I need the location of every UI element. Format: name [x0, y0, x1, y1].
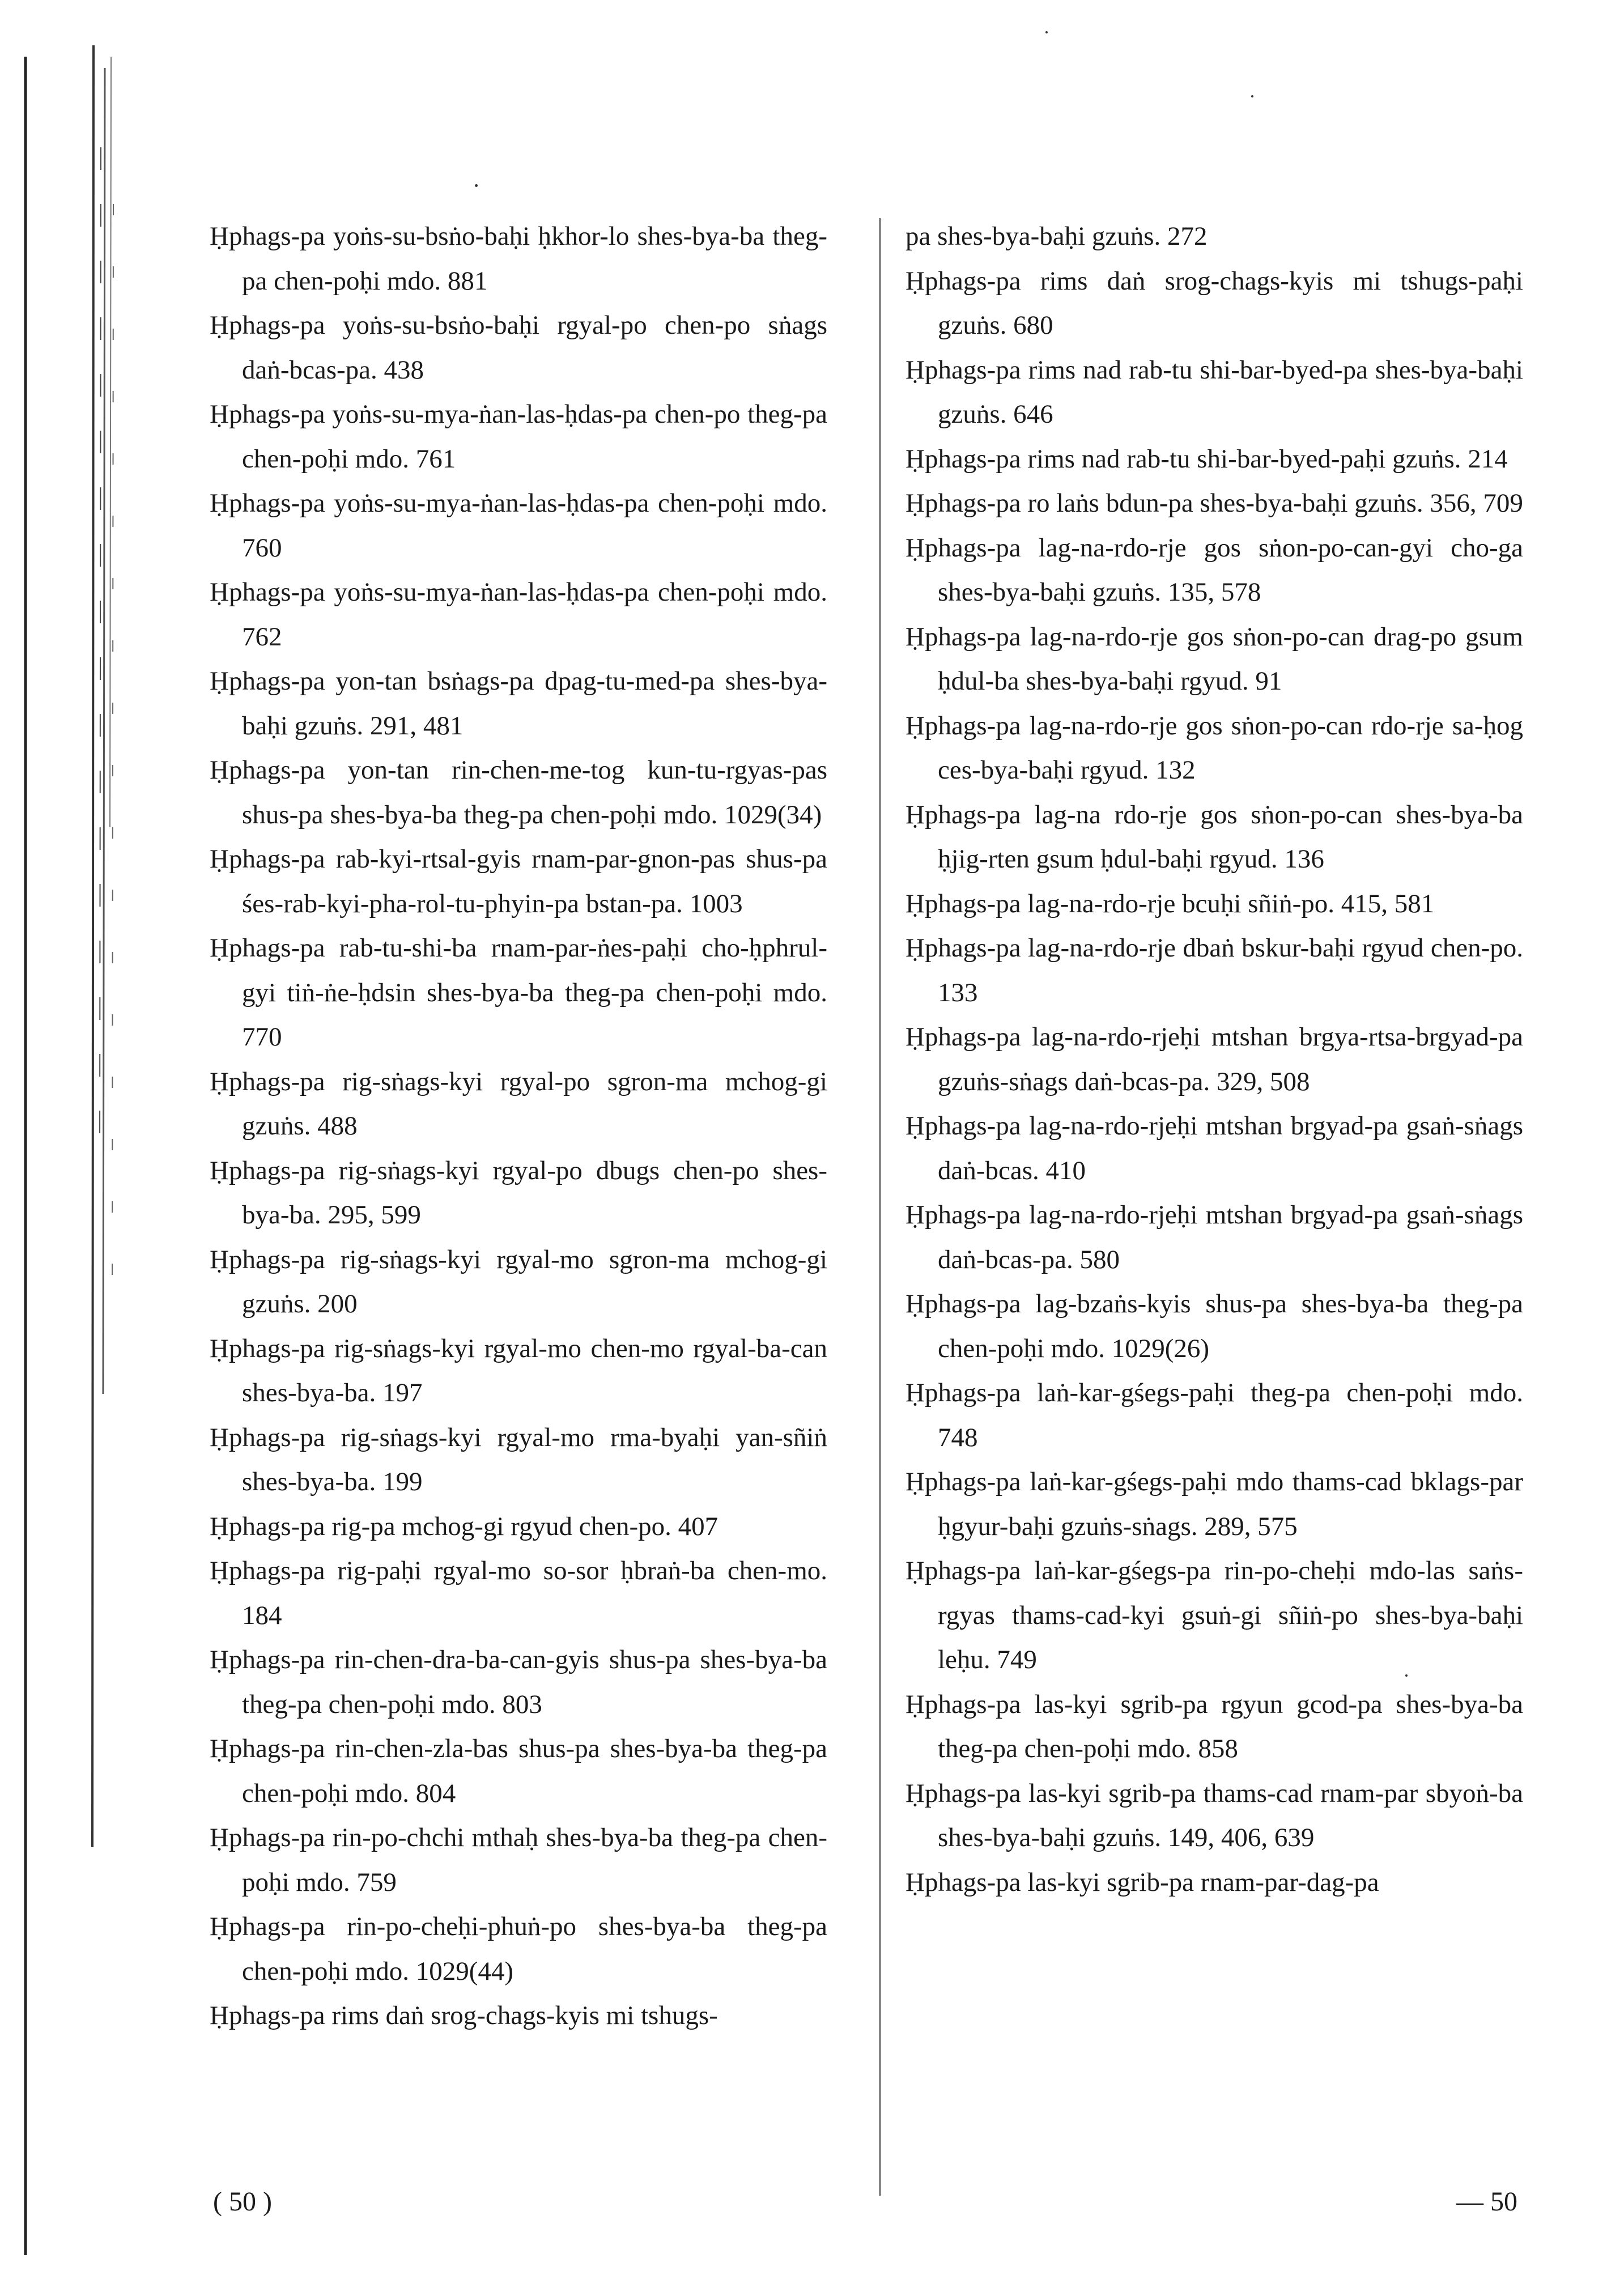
index-entry: Ḥphags-pa yoṅs-su-mya-ṅan-las-ḥdas-pa chen-poḥi mdo. 760	[210, 488, 827, 563]
index-entry: Ḥphags-pa rab-tu-shi-ba rnam-par-ṅes-paḥi cho-ḥphrul-gyi tiṅ-ṅe-ḥdsin shes-bya-ba theg-pa chen-poḥi mdo. 770	[210, 933, 827, 1052]
index-entry: Ḥphags-pa rims nad rab-tu shi-bar-byed-pa shes-bya-baḥi gzuṅs. 646	[905, 355, 1523, 429]
index-entry: Ḥphags-pa rims daṅ srog-chags-kyis mi tshugs-	[210, 2001, 718, 2030]
binding-edge	[0, 34, 130, 2267]
paper-speck	[1045, 31, 1048, 33]
index-entry: pa shes-bya-baḥi gzuṅs. 272	[905, 222, 1208, 251]
index-entry: Ḥphags-pa rims nad rab-tu shi-bar-byed-paḥi gzuṅs. 214	[905, 444, 1508, 474]
index-entry: Ḥphags-pa rig-sṅags-kyi rgyal-mo rma-byaḥi yan-sñiṅ shes-bya-ba. 199	[210, 1422, 827, 1496]
column-divider	[879, 218, 881, 2196]
index-entry: Ḥphags-pa las-kyi sgrib-pa thams-cad rnam-par sbyoṅ-ba shes-bya-baḥi gzuṅs. 149, 406, 639	[905, 1778, 1523, 1852]
index-entry: Ḥphags-pa laṅ-kar-gśegs-pa rin-po-cheḥi mdo-las saṅs-rgyas thams-cad-kyi gsuṅ-gi sñiṅ-po shes-bya-baḥi leḥu. 749	[905, 1556, 1523, 1674]
index-entry: Ḥphags-pa yoṅs-su-mya-ṅan-las-ḥdas-pa chen-po theg-pa chen-poḥi mdo. 761	[210, 399, 827, 474]
index-entry: Ḥphags-pa rig-sṅags-kyi rgyal-mo sgron-ma mchog-gi gzuṅs. 200	[210, 1244, 827, 1319]
index-entry: Ḥphags-pa lag-na-rdo-rje gos sṅon-po-can drag-po gsum ḥdul-ba shes-bya-baḥi rgyud. 91	[905, 622, 1523, 696]
index-column-left	[210, 214, 827, 2038]
index-entry: Ḥphags-pa yoṅs-su-bsṅo-baḥi ḥkhor-lo shes-bya-ba theg-pa chen-poḥi mdo. 881	[210, 222, 827, 296]
index-entry: Ḥphags-pa yon-tan rin-chen-me-tog kun-tu-rgyas-pas shus-pa shes-bya-ba theg-pa chen-poḥi mdo. 1029(34)	[210, 755, 827, 830]
index-entry: Ḥphags-pa lag-na rdo-rje gos sṅon-po-can shes-bya-ba ḥjig-rten gsum ḥdul-baḥi rgyud. 136	[905, 800, 1523, 874]
index-entry: Ḥphags-pa lag-na-rdo-rje gos sṅon-po-can rdo-rje sa-ḥog ces-bya-baḥi rgyud. 132	[905, 711, 1523, 785]
index-entry: Ḥphags-pa lag-na-rdo-rjeḥi mtshan brgyad-pa gsaṅ-sṅags daṅ-bcas. 410	[905, 1111, 1523, 1185]
index-entry: Ḥphags-pa ro laṅs bdun-pa shes-bya-baḥi gzuṅs. 356, 709	[905, 488, 1523, 518]
index-entry: Ḥphags-pa lag-na-rdo-rje bcuḥi sñiṅ-po. 415, 581	[905, 888, 1435, 919]
index-entry: Ḥphags-pa rin-po-cheḥi-phuṅ-po shes-bya-ba theg-pa chen-poḥi mdo. 1029(44)	[210, 1912, 827, 1986]
index-entry: Ḥphags-pa laṅ-kar-gśegs-paḥi mdo thams-cad bklags-par ḥgyur-baḥi gzuṅs-sṅags. 289, 575	[905, 1467, 1523, 1541]
index-entry: Ḥphags-pa rig-pa mchog-gi rgyud chen-po. 407	[210, 1511, 719, 1541]
index-entry: Ḥphags-pa lag-na-rdo-rje gos sṅon-po-can-gyi cho-ga shes-bya-baḥi gzuṅs. 135, 578	[905, 533, 1523, 607]
index-entry: Ḥphags-pa rin-chen-dra-ba-can-gyis shus-pa shes-bya-ba theg-pa chen-poḥi mdo. 803	[210, 1645, 827, 1719]
page-number-left: ( 50 )	[213, 2187, 272, 2217]
index-entry: Ḥphags-pa las-kyi sgrib-pa rnam-par-dag-pa	[905, 1867, 1379, 1897]
index-entry: Ḥphags-pa rin-po-chchi mthaḥ shes-bya-ba theg-pa chen-poḥi mdo. 759	[210, 1823, 827, 1897]
index-entry: Ḥphags-pa lag-na-rdo-rje dbaṅ bskur-baḥi rgyud chen-po. 133	[905, 933, 1523, 1007]
index-entry: Ḥphags-pa lag-bzaṅs-kyis shus-pa shes-bya-ba theg-pa chen-poḥi mdo. 1029(26)	[905, 1289, 1523, 1363]
paper-speck	[475, 184, 478, 187]
index-entry: Ḥphags-pa rin-chen-zla-bas shus-pa shes-bya-ba theg-pa chen-poḥi mdo. 804	[210, 1734, 827, 1808]
index-entry: Ḥphags-pa lag-na-rdo-rjeḥi mtshan brgyad-pa gsaṅ-sṅags daṅ-bcas-pa. 580	[905, 1200, 1523, 1274]
page-number-right: — 50	[1456, 2187, 1517, 2217]
index-entry: Ḥphags-pa rims daṅ srog-chags-kyis mi tshugs-paḥi gzuṅs. 680	[905, 266, 1523, 340]
index-entry: Ḥphags-pa yon-tan bsṅags-pa dpag-tu-med-pa shes-bya-baḥi gzuṅs. 291, 481	[210, 666, 827, 741]
index-entry: Ḥphags-pa laṅ-kar-gśegs-paḥi theg-pa chen-poḥi mdo. 748	[905, 1378, 1523, 1452]
index-entry: Ḥphags-pa lag-na-rdo-rjeḥi mtshan brgya-rtsa-brgyad-pa gzuṅs-sṅags daṅ-bcas-pa. 329, 508	[905, 1022, 1523, 1096]
index-entry: Ḥphags-pa yoṅs-su-mya-ṅan-las-ḥdas-pa chen-poḥi mdo. 762	[210, 577, 827, 652]
paper-speck	[1251, 95, 1253, 97]
index-entry: Ḥphags-pa rig-paḥi rgyal-mo so-sor ḥbraṅ-ba chen-mo. 184	[210, 1556, 827, 1630]
index-entry: Ḥphags-pa las-kyi sgrib-pa rgyun gcod-pa shes-bya-ba theg-pa chen-poḥi mdo. 858	[905, 1689, 1523, 1763]
index-entry: Ḥphags-pa yoṅs-su-bsṅo-baḥi rgyal-po chen-po sṅags daṅ-bcas-pa. 438	[210, 311, 827, 385]
index-entry: Ḥphags-pa rig-sṅags-kyi rgyal-po sgron-ma mchog-gi gzuṅs. 488	[210, 1066, 827, 1141]
index-entry: Ḥphags-pa rab-kyi-rtsal-gyis rnam-par-gnon-pas shus-pa śes-rab-kyi-pha-rol-tu-phyin-pa bstan-pa. 1003	[210, 844, 827, 919]
index-entry: Ḥphags-pa rig-sṅags-kyi rgyal-po dbugs chen-po shes-bya-ba. 295, 599	[210, 1155, 827, 1230]
index-column-right	[905, 214, 1523, 1904]
index-entry: Ḥphags-pa rig-sṅags-kyi rgyal-mo chen-mo rgyal-ba-can shes-bya-ba. 197	[210, 1333, 827, 1408]
